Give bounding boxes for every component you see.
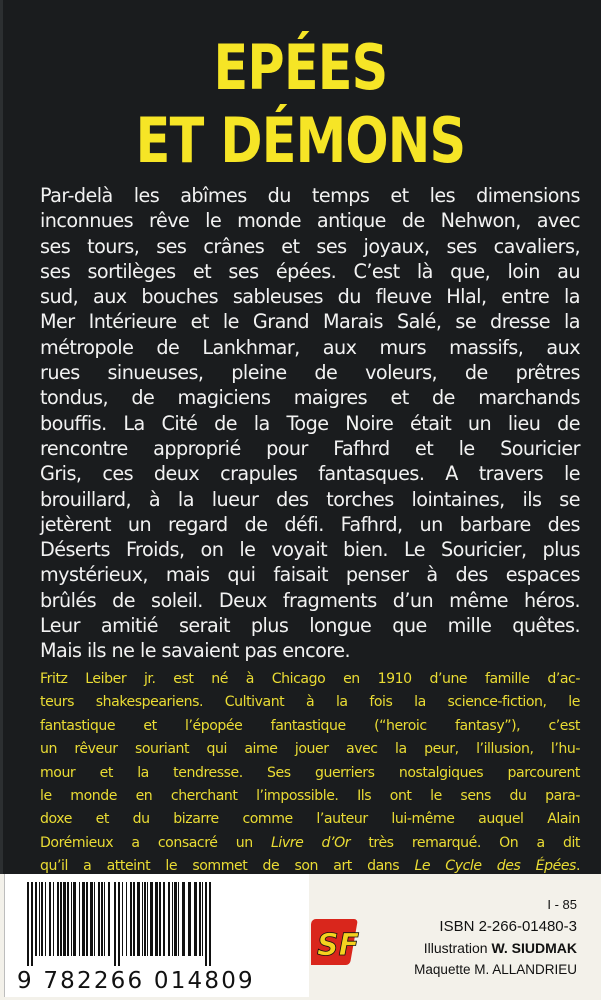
barcode-bar <box>41 882 43 956</box>
barcode-bar <box>188 882 191 956</box>
barcode-bar <box>114 882 116 966</box>
synopsis-line: ses tours, ses crânes et ses joyaux, ses cavaliers, <box>40 234 580 258</box>
barcode-bar <box>144 882 146 956</box>
synopsis-line: rues sinueuses, pleine de voleurs, de prêtres <box>40 361 580 385</box>
synopsis-line: Mer Intérieure et le Grand Marais Salé, se dresse la <box>40 310 580 334</box>
barcode-bar <box>94 882 95 956</box>
bio-line: Fritz Leiber jr. est né à Chicago en 1910 d’une famille d’ac- <box>40 671 580 687</box>
barcode-bar <box>209 882 211 966</box>
barcode-bar <box>168 882 170 956</box>
illustration-credit: Illustration W. SIUDMAK <box>423 940 577 956</box>
barcode-bar <box>39 882 40 956</box>
title-line-1: EPÉES <box>213 31 388 104</box>
synopsis-line: bouffis. La Cité de la Toge Noire était un lieu de <box>40 411 580 435</box>
layout-credit: Maquette M. ALLANDRIEU <box>414 962 577 977</box>
barcode-bar <box>178 882 179 956</box>
bio-line: qu’il a atteint le sommet de son art dans Le Cycle des Épées. <box>40 858 580 875</box>
synopsis-line: brûlés de soleil. Deux fragments d’un même héros. <box>40 588 580 612</box>
barcode-bar <box>137 882 140 956</box>
barcode-bar <box>67 882 69 956</box>
bio-line: teurs shakespeariens. Cultivant à la fois la science-fiction, le <box>40 694 580 711</box>
barcode-bar <box>101 882 103 956</box>
barcode-bar <box>205 882 207 966</box>
bio-line: fantastique et l’épopée fantastique (“heroic fantasy”), c’est <box>40 717 580 734</box>
barcode-bar <box>174 882 177 956</box>
bio-line: Dorémieux a consacré un Livre d’Or très remarqué. On a dit <box>40 834 581 851</box>
barcode-bar <box>155 882 158 956</box>
barcode-bar <box>159 882 161 956</box>
barcode-bar <box>163 882 165 956</box>
barcode-bar <box>142 882 143 956</box>
synopsis-line: mystérieux, mais qui faisait penser à des espaces <box>40 563 580 587</box>
isbn: ISBN 2-266-01480-3 <box>439 918 577 935</box>
synopsis-line: Leur amitié serait plus longue que mille quêtes. <box>40 614 580 638</box>
barcode-bar <box>53 882 54 956</box>
synopsis-line: métropole de Lankhmar, aux murs massifs, aux <box>40 335 580 359</box>
barcode-bar <box>60 882 62 956</box>
barcode-bar <box>172 882 173 956</box>
barcode-bar <box>108 882 110 956</box>
barcode-bar <box>133 882 135 956</box>
barcode-bar <box>86 882 88 956</box>
barcode-bar <box>130 882 132 956</box>
synopsis-paragraph <box>40 183 580 664</box>
print-code: I - 85 <box>547 897 577 912</box>
barcode <box>4 874 309 997</box>
bio-line: doxe et du bizarre comme l’auteur lui-même auquel Alain <box>40 811 580 828</box>
barcode-bar <box>63 882 66 956</box>
synopsis-line: Déserts Froids, on le voyait bien. Le Souricier, plus <box>40 538 580 562</box>
barcode-bar <box>147 882 148 956</box>
bio-line: un rêveur souriant qui aime jouer avec la peur, l’illusion, l’hu- <box>40 741 580 758</box>
title-line-2: ET DÉMONS <box>135 104 466 177</box>
barcode-bars <box>27 882 289 966</box>
barcode-bar <box>182 882 185 956</box>
synopsis-line: jetèrent un regard de défi. Fafhrd, un barbare des <box>40 512 580 536</box>
synopsis-line: inconnues rêve le monde antique de Nehwon, avec <box>40 209 580 233</box>
synopsis-line: Par-delà les abîmes du temps et les dimensions <box>40 184 580 207</box>
synopsis-line: tondus, de magiciens maigres et de marchands <box>40 386 580 410</box>
barcode-bar <box>57 882 59 956</box>
synopsis-line: Gris, ces deux crapules fantasques. A travers le <box>40 462 580 486</box>
barcode-bar <box>199 882 201 956</box>
barcode-bar <box>73 882 76 956</box>
barcode-bar <box>45 882 46 956</box>
barcode-bar <box>118 882 120 966</box>
barcode-bar <box>82 882 85 956</box>
barcode-bar <box>202 882 203 956</box>
barcode-bar <box>98 882 100 956</box>
barcode-bar <box>90 882 93 956</box>
author-bio <box>40 668 580 879</box>
synopsis-line: brouillard, à la lueur des torches lointaines, ils se <box>40 487 580 511</box>
barcode-bar <box>104 882 105 956</box>
barcode-bar <box>79 882 80 956</box>
barcode-bar <box>122 882 123 956</box>
sf-logo-text: SF <box>317 928 360 963</box>
synopsis-line: Mais ils ne le savaient pas encore. <box>40 639 350 663</box>
bio-line: le monde en cherchant l’impossible. Ils ont le sens du para- <box>40 787 580 804</box>
synopsis-line: ses sortilèges et ses épées. C’est là que, loin au <box>40 259 580 283</box>
barcode-bar <box>31 882 33 966</box>
barcode-number: 9 782266 014809 <box>17 968 255 994</box>
barcode-bar <box>71 882 72 956</box>
barcode-bar <box>27 882 29 966</box>
synopsis-line: sud, aux bouches sableuses du fleuve Hlal, entre la <box>40 285 580 309</box>
barcode-bar <box>126 882 127 956</box>
sf-logo <box>311 913 361 973</box>
barcode-bar <box>194 882 197 956</box>
synopsis-line: rencontre approprié pour Fafhrd et le Souricier <box>40 436 580 460</box>
barcode-bar <box>150 882 153 956</box>
bio-line: mour et la tendresse. Ses guerriers nostalgiques parcourent <box>40 764 580 781</box>
barcode-bar <box>49 882 51 956</box>
barcode-bar <box>35 882 37 956</box>
